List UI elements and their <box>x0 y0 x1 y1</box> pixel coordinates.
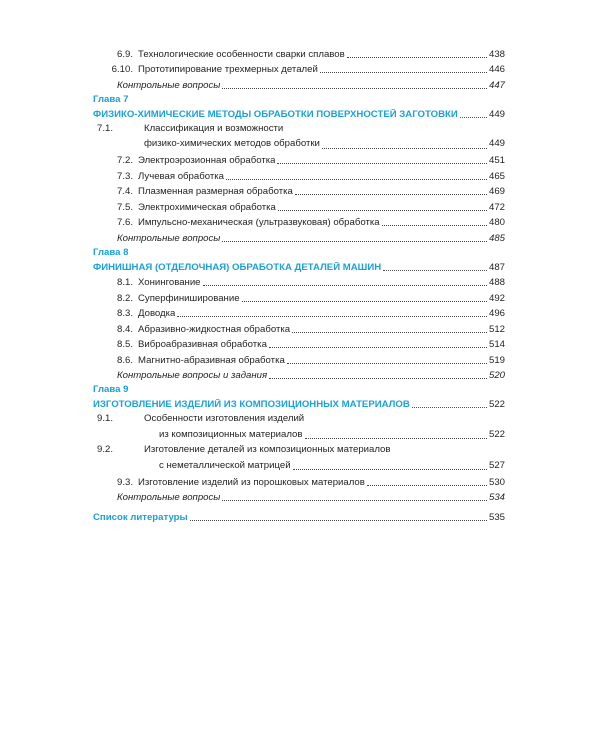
entry-number: 7.1. <box>96 122 113 134</box>
entry-number: 8.2. <box>116 292 133 304</box>
entry-number: 7.2. <box>116 155 133 166</box>
entry-title: Хонингование <box>138 277 201 288</box>
dot-leader <box>190 520 487 521</box>
dot-leader <box>277 163 487 164</box>
entry-title: Контрольные вопросы и задания <box>117 370 268 381</box>
dot-leader <box>322 148 487 149</box>
entry-title: Контрольные вопросы <box>117 79 221 91</box>
entry-number: 6.9. <box>116 48 133 60</box>
entry-page: 519 <box>488 354 505 366</box>
toc-entry[interactable] <box>93 183 505 199</box>
entry-page: 447 <box>488 79 505 91</box>
entry-page: 488 <box>488 277 505 288</box>
toc-entry[interactable] <box>93 289 505 305</box>
toc-entry[interactable] <box>93 351 505 367</box>
entry-page: 449 <box>488 138 505 149</box>
entry-page: 438 <box>488 48 505 60</box>
entry-title-continued: физико-химических методов обработки <box>144 138 320 149</box>
toc-references[interactable] <box>93 508 505 524</box>
dot-leader <box>460 117 487 118</box>
entry-page: 527 <box>488 459 505 471</box>
toc-entry[interactable] <box>93 121 505 152</box>
chapter-title: ФИНИШНАЯ (ОТДЕЛОЧНАЯ) ОБРАБОТКА ДЕТАЛЕЙ МАШИН <box>93 261 382 273</box>
chapter-label: Глава 9 <box>93 384 129 395</box>
entry-number: 8.3. <box>116 308 133 319</box>
entry-number: 7.3. <box>116 170 133 182</box>
dot-leader <box>295 194 487 195</box>
toc-entry[interactable] <box>93 473 505 489</box>
chapter-heading[interactable] <box>93 107 505 121</box>
dot-leader <box>226 179 487 180</box>
references-title: Список литературы <box>93 511 188 523</box>
dot-leader <box>382 225 487 226</box>
entry-title: Изготовление изделий из порошковых материалов <box>138 476 365 488</box>
entry-number: 6.10. <box>111 64 133 75</box>
dot-leader <box>367 485 487 486</box>
toc-entry[interactable] <box>93 198 505 214</box>
entry-title: Контрольные вопросы <box>117 232 221 244</box>
entry-number: 9.2. <box>96 444 113 455</box>
entry-page: 522 <box>488 399 505 410</box>
entry-title: Импульсно-механическая (ультразвуковая) обработка <box>138 217 380 228</box>
entry-page: 465 <box>488 170 505 182</box>
toc-entry[interactable] <box>93 167 505 183</box>
entry-title: Контрольные вопросы <box>117 492 221 503</box>
entry-title: Электрохимическая обработка <box>138 201 276 213</box>
entry-title-continued: с неметаллической матрицей <box>159 459 291 471</box>
entry-title: Классификация и возможности <box>144 122 284 134</box>
toc-entry[interactable] <box>93 61 505 77</box>
entry-page: 487 <box>488 261 505 273</box>
entry-page: 496 <box>488 308 505 319</box>
dot-leader <box>177 316 487 317</box>
toc-entry[interactable] <box>93 336 505 352</box>
entry-number: 8.5. <box>116 339 133 350</box>
entry-page: 451 <box>488 155 505 166</box>
dot-leader <box>222 88 487 89</box>
dot-leader <box>269 347 487 348</box>
toc-entry[interactable] <box>93 442 505 473</box>
toc-questions[interactable] <box>93 367 505 383</box>
entry-page: 512 <box>488 323 505 335</box>
entry-number: 8.4. <box>116 323 133 335</box>
entry-title: Особенности изготовления изделий <box>144 413 305 424</box>
entry-title: Электроэрозионная обработка <box>138 155 276 166</box>
entry-page: 530 <box>488 476 505 488</box>
entry-number: 9.3. <box>116 476 133 488</box>
dot-leader <box>222 500 487 501</box>
dot-leader <box>292 332 487 333</box>
table-of-contents <box>93 45 505 524</box>
chapter-heading[interactable] <box>93 397 505 411</box>
entry-number: 8.6. <box>116 354 133 366</box>
chapter-heading[interactable] <box>93 260 505 274</box>
toc-entry[interactable] <box>93 214 505 230</box>
dot-leader <box>203 285 487 286</box>
dot-leader <box>287 363 487 364</box>
toc-entry[interactable] <box>93 320 505 336</box>
dot-leader <box>383 270 487 271</box>
entry-page: 472 <box>488 201 505 213</box>
entry-page: 514 <box>488 339 505 350</box>
entry-page: 534 <box>488 492 505 503</box>
entry-title-continued: из композиционных материалов <box>159 428 303 440</box>
dot-leader <box>320 72 487 73</box>
dot-leader <box>278 210 487 211</box>
entry-page: 535 <box>488 511 505 523</box>
entry-page: 485 <box>488 232 505 244</box>
entry-title: Виброабразивная обработка <box>138 339 267 350</box>
dot-leader <box>293 469 487 470</box>
entry-number: 9.1. <box>96 413 113 424</box>
dot-leader <box>347 57 487 58</box>
entry-page: 522 <box>488 428 505 440</box>
entry-page: 520 <box>488 370 505 381</box>
chapter-title: ФИЗИКО-ХИМИЧЕСКИЕ МЕТОДЫ ОБРАБОТКИ ПОВЕРХНОСТЕЙ ЗАГОТОВКИ <box>93 108 458 120</box>
dot-leader <box>222 241 487 242</box>
entry-title: Плазменная размерная обработка <box>138 186 293 197</box>
toc-entry[interactable] <box>93 45 505 61</box>
entry-page: 480 <box>488 217 505 228</box>
toc-entry[interactable] <box>93 411 505 442</box>
entry-title: Магнитно-абразивная обработка <box>138 354 285 366</box>
toc-entry[interactable] <box>93 152 505 168</box>
entry-page: 492 <box>488 292 505 304</box>
entry-title: Лучевая обработка <box>138 170 224 182</box>
entry-number: 7.4. <box>116 186 133 197</box>
entry-title: Изготовление деталей из композиционных материалов <box>144 444 391 455</box>
entry-page: 449 <box>488 108 505 120</box>
chapter-label: Глава 8 <box>93 246 129 258</box>
entry-number: 7.6. <box>116 217 133 228</box>
entry-title: Доводка <box>138 308 176 319</box>
entry-title: Прототипирование трехмерных деталей <box>138 64 318 75</box>
toc-questions[interactable] <box>93 76 505 92</box>
entry-title: Суперфиниширование <box>138 292 240 304</box>
dot-leader <box>305 438 487 439</box>
entry-page: 446 <box>488 64 505 75</box>
toc-entry[interactable] <box>93 274 505 290</box>
entry-number: 8.1. <box>116 277 133 288</box>
entry-title: Технологические особенности сварки сплавов <box>138 48 345 60</box>
chapter-title: ИЗГОТОВЛЕНИЕ ИЗДЕЛИЙ ИЗ КОМПОЗИЦИОННЫХ МАТЕРИАЛОВ <box>93 399 410 410</box>
entry-title: Абразивно-жидкостная обработка <box>138 323 291 335</box>
toc-questions[interactable] <box>93 229 505 245</box>
dot-leader <box>269 378 487 379</box>
dot-leader <box>412 407 487 408</box>
dot-leader <box>242 301 487 302</box>
chapter-label: Глава 7 <box>93 93 129 105</box>
entry-page: 469 <box>488 186 505 197</box>
entry-number: 7.5. <box>116 201 133 213</box>
toc-questions[interactable] <box>93 489 505 505</box>
toc-entry[interactable] <box>93 305 505 321</box>
